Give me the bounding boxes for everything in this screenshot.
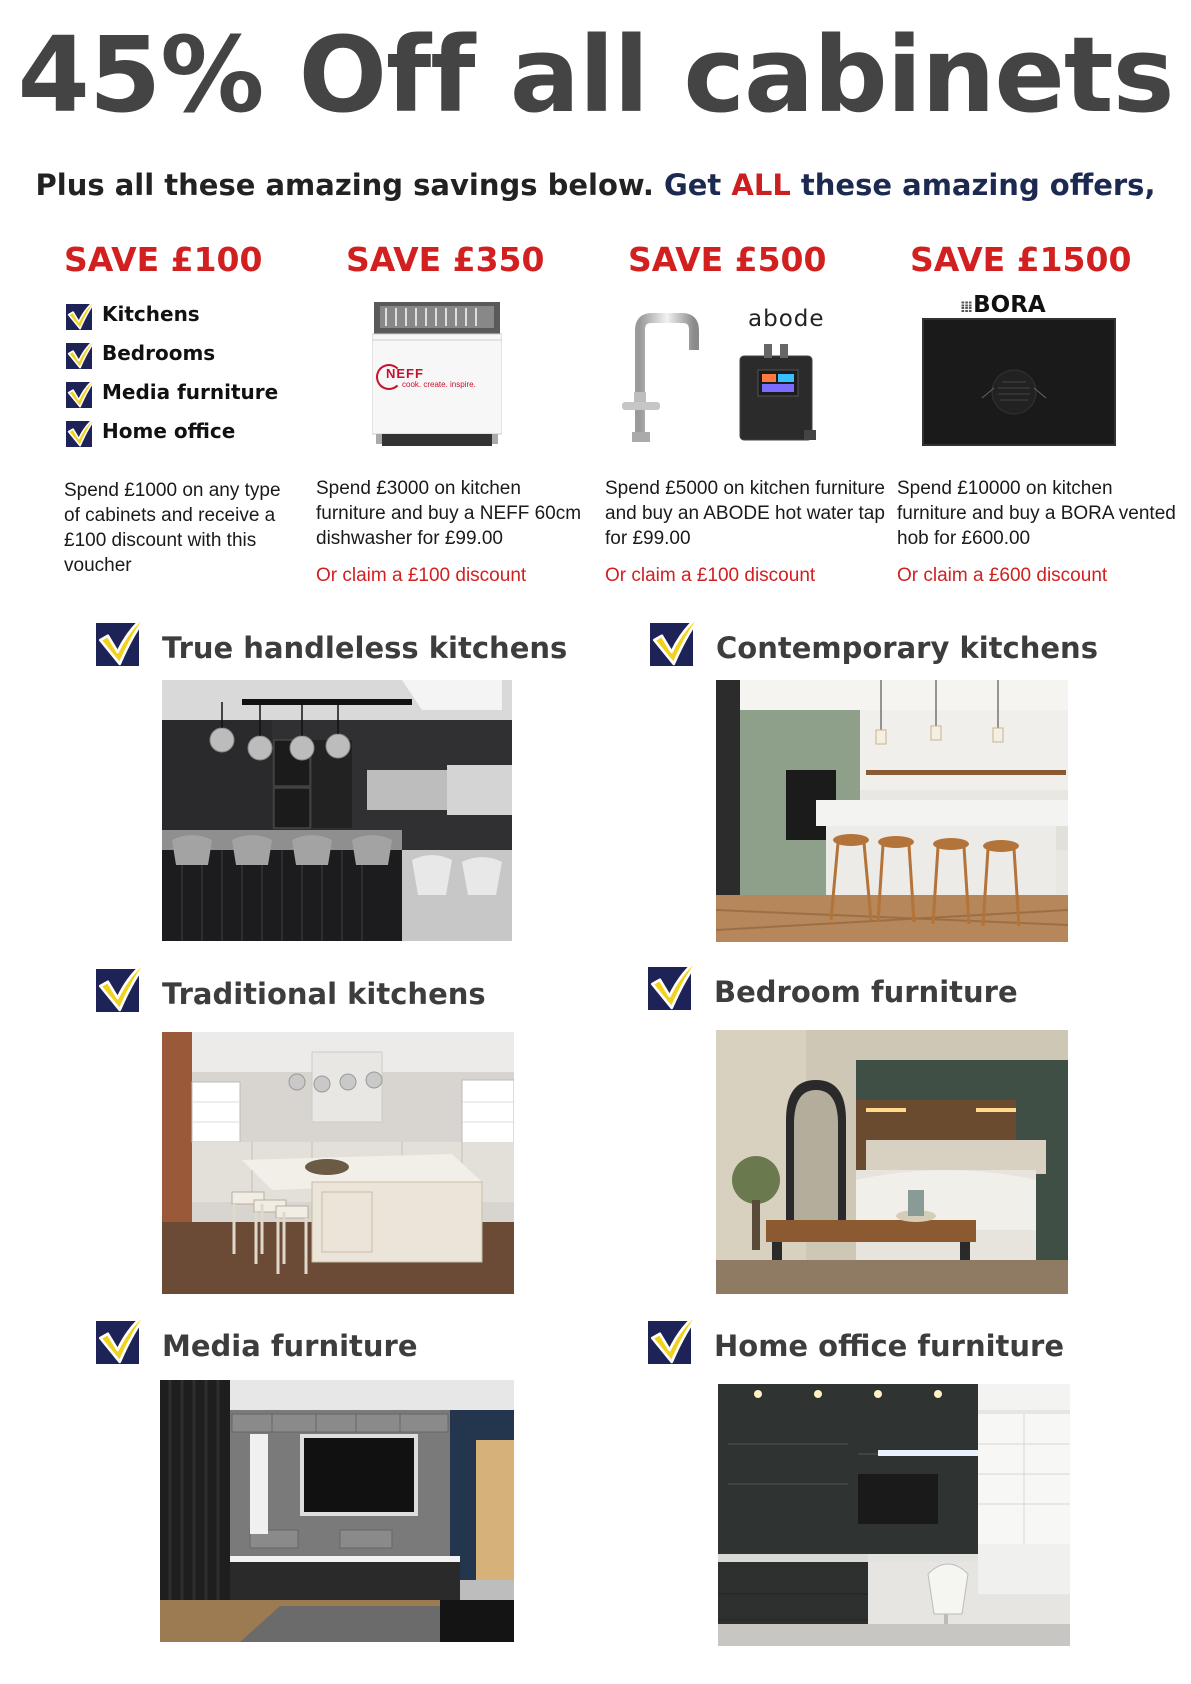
offer-save-500 [628,240,898,280]
bora-grid-icon: ⁞⁞⁞ [960,298,972,316]
photo-home-office [718,1384,1070,1646]
offer-title: SAVE £100 [64,240,263,279]
gallery-heading [96,1310,418,1364]
photo-green-kitchen [716,680,1068,942]
offer-claim: Or claim a £100 discount [316,565,527,586]
check-icon [96,958,150,1012]
subheadline-part4: these amazing offers, [800,168,1156,202]
neff-brand-label: NEFF [386,366,424,381]
checklist-item [66,411,334,450]
subheadline-part3: ALL [731,168,791,202]
check-icon [648,1310,702,1364]
gallery-heading [648,1310,1064,1364]
check-icon [96,612,150,666]
offer-description: Spend £10000 on kitchen furniture and buy a BORA vented hob for £600.00 [897,478,1176,549]
offer-claim: Or claim a £100 discount [605,565,816,586]
gallery-title: Contemporary kitchens [716,631,1098,665]
check-icon [66,415,98,447]
offer-claim: Or claim a £600 discount [897,565,1108,586]
gallery-heading [650,612,1098,666]
check-icon [66,298,98,330]
photo-media-wall [160,1380,514,1642]
neff-logo [376,362,496,392]
gallery-heading [96,612,567,666]
headline: 45% Off all cabinets [17,14,1174,136]
offer-details [897,476,1177,588]
offer-save-350 [346,240,616,280]
offer-save-1500 [910,240,1180,280]
check-icon [650,612,704,666]
check-icon [96,1310,150,1364]
gallery-title: Bedroom furniture [714,975,1018,1009]
neff-tagline: cook. create. inspire. [402,380,476,389]
checklist-item [66,294,334,333]
check-icon [648,956,702,1010]
checklist-label: Home office [102,418,236,443]
checklist-item [66,372,334,411]
offer-checklist [66,294,334,450]
checklist-item [66,333,334,372]
checklist-label: Media furniture [102,379,279,404]
offer-description: Spend £5000 on kitchen furniture and buy an ABODE hot water tap for £99.00 [605,478,885,549]
offer-title: SAVE £1500 [910,240,1132,279]
checklist-label: Kitchens [102,301,200,326]
gallery-title: Traditional kitchens [162,977,486,1011]
gallery-heading [648,956,1018,1010]
offer-title: SAVE £500 [628,240,827,279]
offer-description: Spend £1000 on any type of cabinets and receive a £100 discount with this voucher [64,480,281,576]
offer-save-100 [64,240,334,578]
photo-traditional-kitchen [162,1032,514,1294]
abode-tap-image [618,306,825,450]
check-icon [66,376,98,408]
photo-dark-kitchen [162,680,512,941]
neff-dishwasher-image [372,300,502,450]
gallery-title: Home office furniture [714,1329,1065,1363]
offer-title: SAVE £350 [346,240,545,279]
offer-details [605,476,885,588]
subheadline [0,168,1191,202]
check-icon [66,337,98,369]
offer-description: Spend £3000 on kitchen furniture and buy a NEFF 60cm dishwasher for £99.00 [316,478,582,549]
gallery-heading [96,958,486,1012]
checklist-label: Bedrooms [102,340,216,365]
photo-bedroom [716,1030,1068,1294]
bora-brand-label: BORA [973,292,1046,318]
offer-details [316,476,586,588]
subheadline-part1: Plus all these amazing savings below. [35,168,654,202]
subheadline-part2: Get [663,168,722,202]
gallery-title: Media furniture [162,1329,418,1363]
abode-logo: abode [748,306,825,332]
bora-logo [960,292,1046,318]
bora-hob-image [922,318,1116,446]
gallery-title: True handleless kitchens [162,631,568,665]
